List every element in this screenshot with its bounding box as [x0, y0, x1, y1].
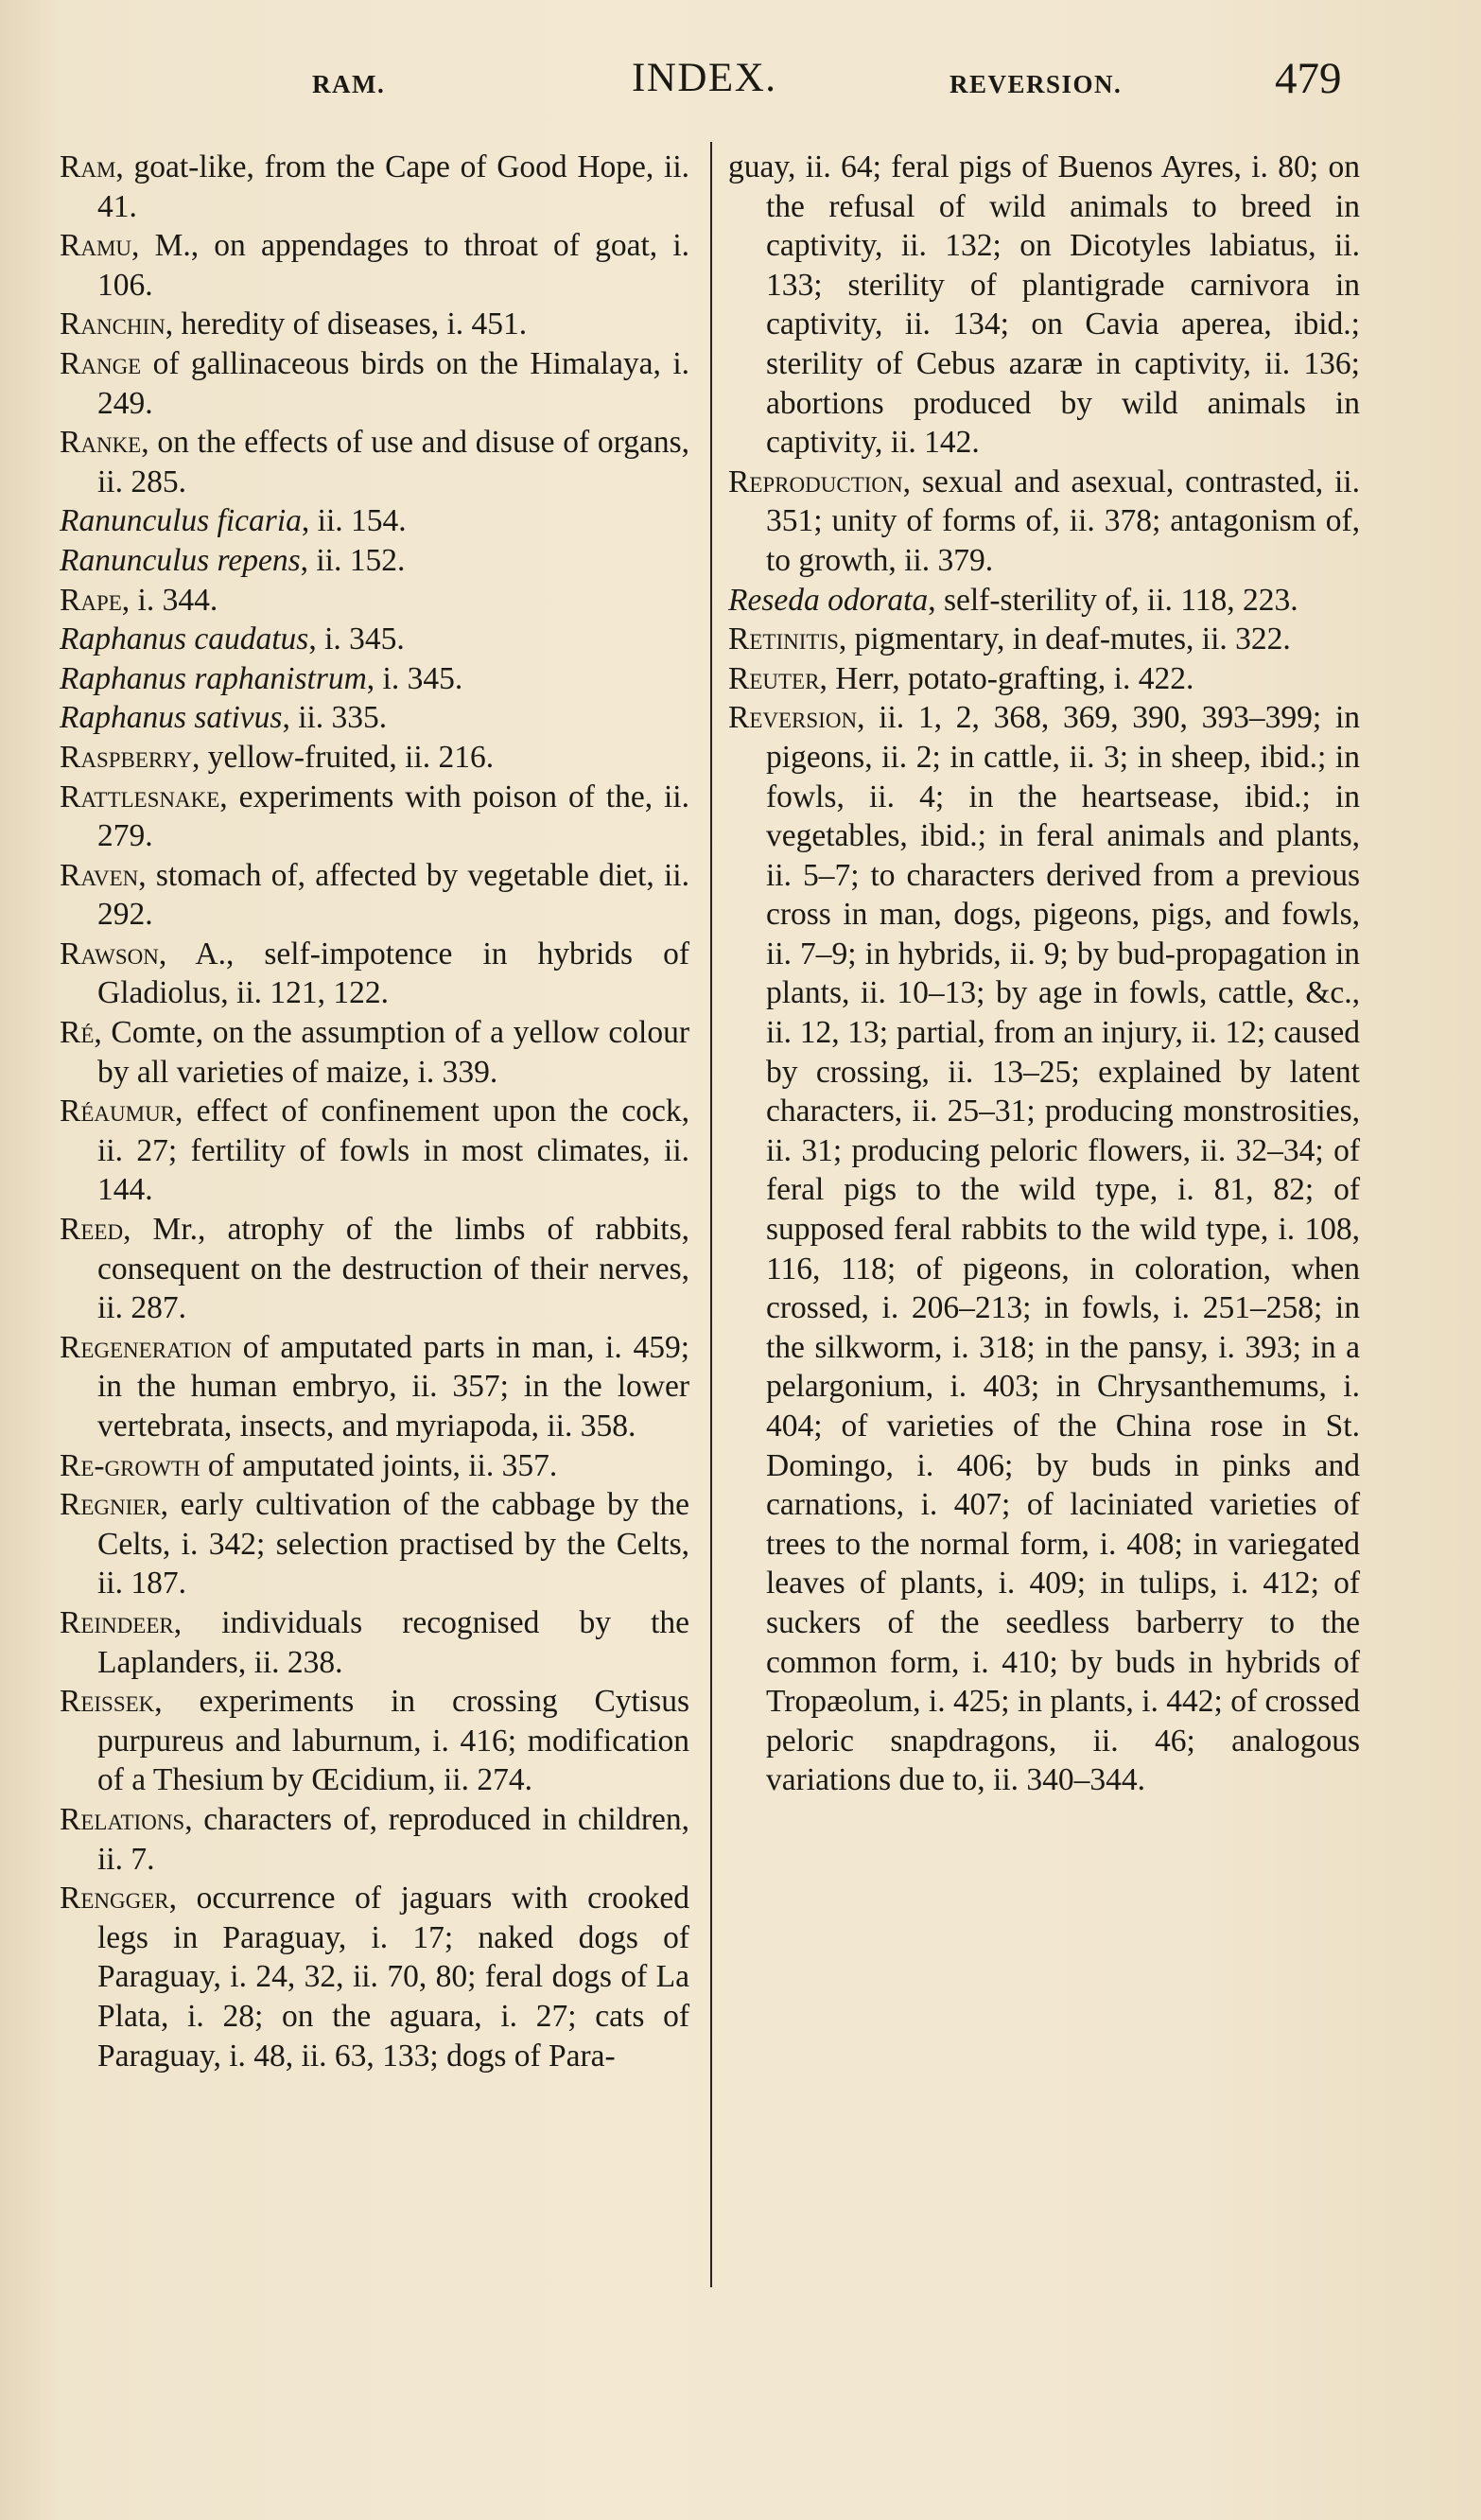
index-headword: Ram [60, 149, 116, 184]
index-entry-text: , effect of confinement upon the cock, ii. 27; fertility of fowls in most climates, ii. 144. [97, 1094, 698, 1208]
index-headword: Rawson [60, 936, 159, 971]
index-entry [60, 778, 698, 856]
index-entry [60, 935, 698, 1013]
index-entry-text: , characters of, reproduced in children, ii. 7. [97, 1801, 698, 1877]
index-headword: Relations [60, 1801, 185, 1837]
index-headword: Regnier [60, 1487, 161, 1523]
index-headword: Regeneration [60, 1329, 233, 1365]
index-entry [60, 1328, 698, 1446]
index-headword: Réaumur [60, 1094, 176, 1129]
column-divider [710, 142, 712, 2287]
index-entry [60, 620, 689, 659]
index-entry-text: , yellow-fruited, ii. 216. [191, 739, 495, 775]
index-entry-text: , M., on appendages to throat of goat, i. 106. [97, 228, 698, 303]
index-entry-text: , i. 345. [366, 660, 463, 696]
header-left-catchword: RAM. [312, 70, 386, 98]
index-entry-text: , individuals recognised by the Laplanders, ii. 238. [97, 1604, 698, 1680]
index-entry [60, 148, 698, 226]
index-entry [60, 1210, 698, 1328]
index-entry [60, 1603, 698, 1682]
index-entry [60, 423, 698, 501]
index-entry [60, 541, 689, 581]
index-entry-text: , Herr, potato-grafting, i. 422. [819, 660, 1194, 696]
header-right-catchword: REVERSION. [950, 70, 1123, 98]
index-entry-text: , heredity of diseases, i. 451. [165, 306, 528, 342]
index-entry [728, 698, 1368, 1800]
index-entry [60, 226, 698, 305]
index-entry-text: , Comte, on the assumption of a yellow colour by all varieties of maize, i. 339. [94, 1015, 698, 1090]
index-entry-text: of gallinaceous birds on the Himalaya, i. 249. [97, 345, 698, 421]
index-entry [728, 659, 1360, 699]
index-headword: Ranunculus ficaria [60, 503, 302, 539]
index-entry-text: , on the effects of use and disuse of organs, ii. 285. [97, 425, 698, 499]
index-entry-text: , stomach of, affected by vegetable diet, ii. 292. [97, 857, 698, 933]
index-entry [728, 148, 1368, 463]
index-entry-text: , A., self-impotence in hybrids of Gladiolus, ii. 121, 122. [97, 936, 698, 1011]
index-entry-text: , ii. 1, 2, 368, 369, 390, 393–399; in pigeons, ii. 2; in cattle, ii. 3; in sheep, ibid.; in fowls, ii. 4; in the heartsease, ibid.; in vegetables, ibid.; in feral animals and plants, ii. 5–7; to characters derived from a previous cross in man, dogs, pigeons, pigs, and fowls, ii. 7–9; in hybrids, ii. 9; by bud-propagation in plants, ii. 10–13; by age in fowls, cattle, &c., ii. 12, 13; partial, from an injury, ii. 12; caused by crossing, ii. 13–25; explained by latent characters, ii. 25–31; producing monstrosities, ii. 31; producing peloric flowers, ii. 32–34; of feral pigs to the wild type, i. 81, 82; of supposed feral rabbits to the wild type, i. 108, 116, 118; of pigeons, in coloration, when crossed, i. 206–213; in fowls, i. 251–258; in the silkworm, i. 318; in the pansy, i. 393; in a pelargonium, i. 403; in Chrysanthemums, i. 404; of varieties of the China rose in St. Domingo, i. 406; by buds in pinks and carnations, i. 407; of laciniated varieties of trees to the normal form, i. 408; in variegated leaves of plants, i. 409; in tulips, i. 412; of suckers of the seedless barberry to the common form, i. 410; by buds in hybrids of Tropæolum, i. 425; in plants, i. 442; of crossed peloric snapdragons, ii. 46; analogous variations due to, ii. 340–344. [766, 700, 1368, 1798]
index-entry [60, 1092, 698, 1210]
index-headword: Ranunculus repens [60, 542, 301, 578]
index-entry [60, 501, 689, 541]
index-headword: Re-growth [60, 1447, 200, 1483]
index-headword: Raphanus sativus [60, 700, 283, 736]
page-number: 479 [1275, 54, 1342, 103]
index-entry-text: , ii. 335. [282, 700, 388, 736]
index-entry [60, 1013, 698, 1092]
index-headword: Range [60, 345, 142, 381]
index-headword: Raphanus raphanistrum [60, 660, 367, 696]
index-entry [60, 738, 689, 778]
index-entry [728, 463, 1368, 581]
index-headword: Reissek [60, 1684, 155, 1720]
index-headword: Ramu [60, 228, 132, 264]
index-entry-text: , pigmentary, in deaf-mutes, ii. 322. [838, 621, 1291, 657]
index-entry-text: , ii. 152. [300, 542, 406, 578]
index-headword: Retinitis [728, 621, 839, 657]
index-headword: Rengger [60, 1881, 169, 1916]
index-entry [60, 581, 689, 621]
index-headword: Raven [60, 857, 139, 893]
index-entry-text: , experiments in crossing Cytisus purpureus and laburnum, i. 416; modification of a Thesium by Œcidium, ii. 274. [97, 1684, 698, 1798]
index-entry-text: , Mr., atrophy of the limbs of rabbits, consequent on the destruction of their nerves, ii. 287. [97, 1212, 698, 1326]
index-entry-text: guay, ii. 64; feral pigs of Buenos Ayres, i. 80; on the refusal of wild animals to breed in captivity, ii. 132; on Dicotyles labiatus, ii. 133; sterility of plantigrade carnivora in captivity, ii. 134; on Cavia aperea, ibid.; sterility of Cebus azaræ in captivity, ii. 136; abortions produced by wild animals in captivity, ii. 142. [728, 149, 1368, 461]
running-header [0, 49, 1481, 115]
index-entry-text: , goat-like, from the Cape of Good Hope, ii. 41. [97, 149, 698, 224]
index-entry [60, 1446, 689, 1486]
index-headword: Ré [60, 1015, 95, 1051]
index-column-left [60, 148, 698, 2075]
index-entry-text: , ii. 154. [301, 503, 407, 539]
index-entry-text: , self-sterility of, ii. 118, 223. [928, 582, 1298, 618]
index-entry [60, 1682, 698, 1800]
index-headword: Reproduction [728, 464, 903, 499]
index-entry [60, 856, 698, 935]
index-entry [60, 1485, 698, 1603]
index-column-right [728, 148, 1368, 1800]
index-headword: Raphanus caudatus [60, 621, 309, 657]
index-entry-text: of amputated parts in man, i. 459; in the human embryo, ii. 357; in the lower vertebrata, insects, and myriapoda, ii. 358. [97, 1329, 698, 1444]
index-headword: Ranke [60, 425, 142, 461]
index-entry [60, 1800, 698, 1879]
index-entry [60, 305, 689, 344]
index-entry [728, 581, 1360, 621]
index-entry [60, 659, 689, 699]
index-headword: Raspberry [60, 739, 192, 775]
index-entry [728, 620, 1360, 659]
index-entry-text: , i. 344. [121, 582, 218, 618]
index-headword: Reseda odorata [728, 582, 929, 618]
index-entry [60, 698, 689, 738]
index-headword: Rattlesnake [60, 779, 220, 814]
index-headword: Reuter [728, 660, 820, 696]
index-entry [60, 344, 698, 423]
header-title: INDEX. [632, 56, 777, 100]
index-entry-text: , sexual and asexual, contrasted, ii. 351; unity of forms of, ii. 378; antagonism of, to growth, ii. 379. [766, 464, 1368, 578]
index-headword: Reed [60, 1212, 124, 1248]
index-entry-text: , early cultivation of the cabbage by the Celts, i. 342; selection practised by the Celts, ii. 187. [97, 1487, 698, 1601]
index-headword: Ranchin [60, 306, 166, 342]
index-headword: Reindeer [60, 1604, 174, 1640]
index-entry-text: of amputated joints, ii. 357. [200, 1447, 558, 1483]
index-headword: Rape [60, 582, 122, 618]
index-headword: Reversion [728, 700, 858, 736]
index-entry-text: , experiments with poison of the, ii. 279. [97, 779, 698, 854]
index-entry-text: , i. 345. [308, 621, 405, 657]
index-entry-text: , occurrence of jaguars with crooked legs in Paraguay, i. 17; naked dogs of Paraguay, i. 24, 32, ii. 70, 80; feral dogs of La Plata, i. 28; on the aguara, i. 27; cats of Paraguay, i. 48, ii. 63, 133; dogs of Para- [97, 1881, 698, 2074]
index-entry [60, 1879, 698, 2075]
